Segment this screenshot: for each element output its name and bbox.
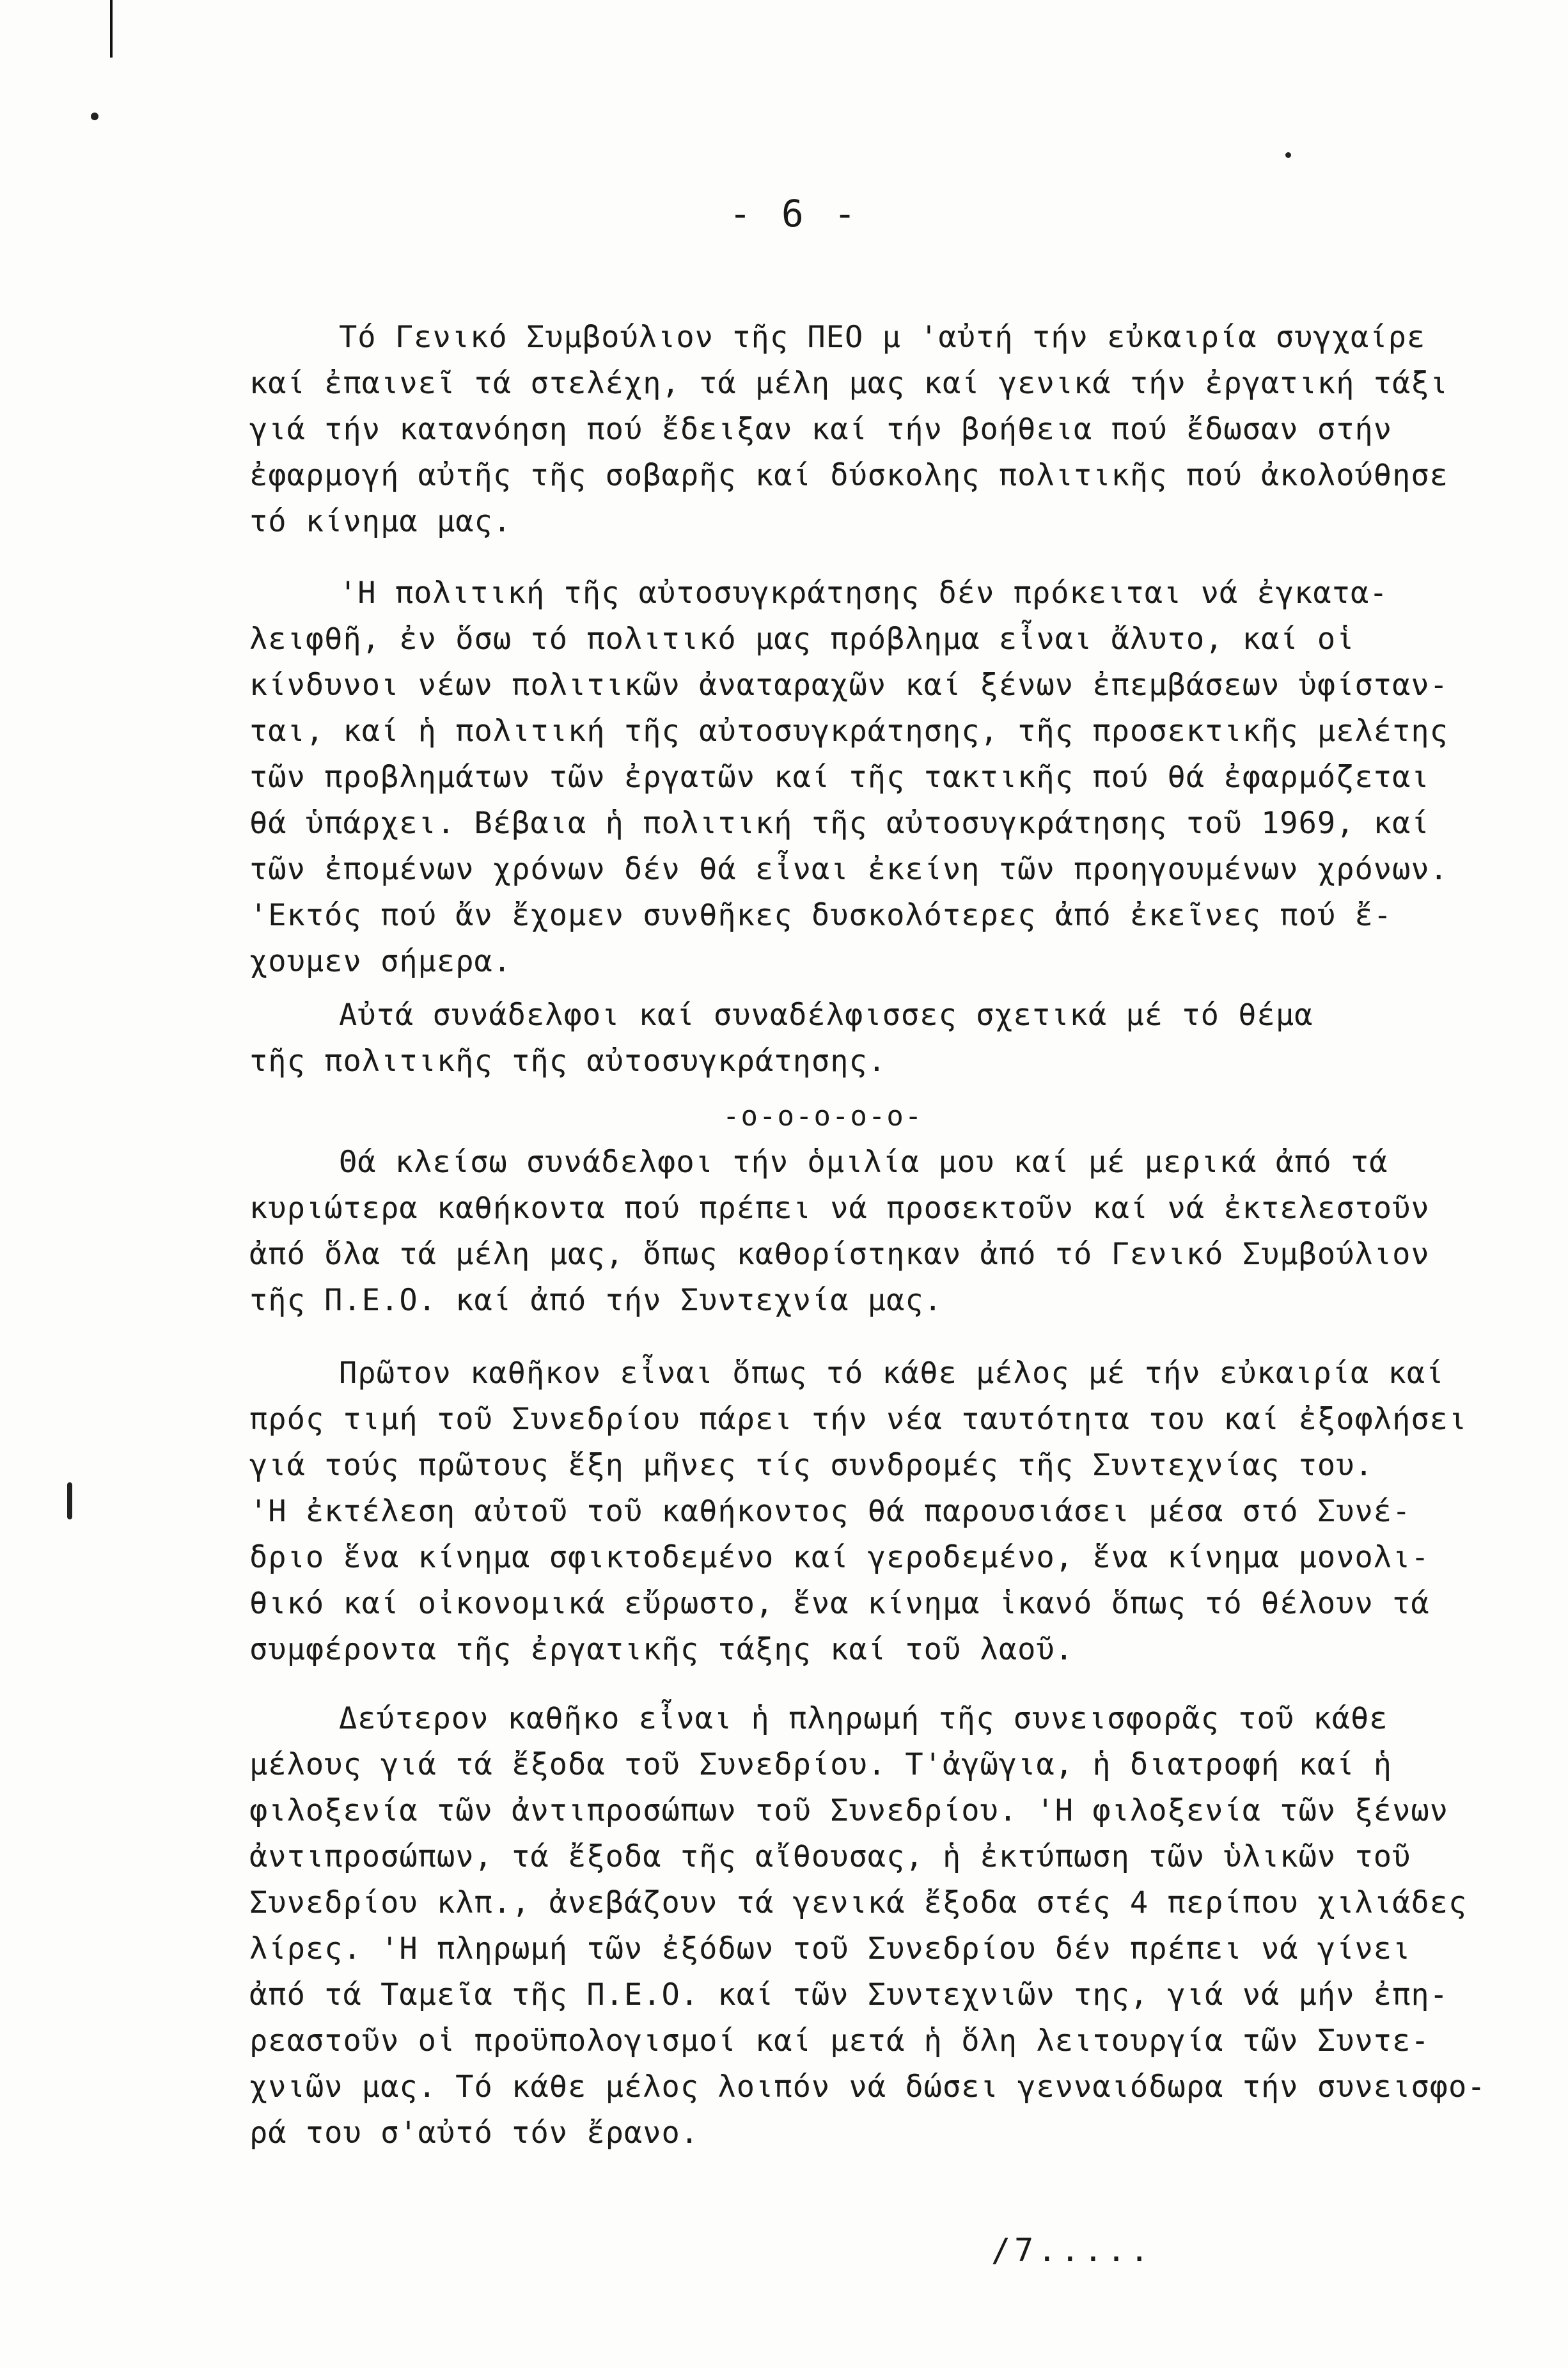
paragraph-4-line-4: τῆς Π.Ε.Ο. καί ἀπό τήν Συντεχνία μας.	[249, 1283, 943, 1318]
paragraph-5-line-6: θικό καί οἰκονομικά εὔρωστο, ἕνα κίνημα ἱκανό ὅπως τό θέλουν τά	[249, 1586, 1430, 1621]
paragraph-4-line-3: ἀπό ὅλα τά μέλη μας, ὅπως καθορίστηκαν ἀπό τό Γενικό Συμβούλιον	[249, 1237, 1430, 1272]
paragraph-2-line-7: τῶν ἐπομένων χρόνων δέν θά εἶναι ἐκείνη τῶν προηγουμένων χρόνων.	[249, 852, 1448, 887]
paragraph-4-line-1: Θά κλείσω συνάδελφοι τήν ὁμιλία μου καί μέ μερικά ἀπό τά	[339, 1145, 1388, 1180]
paragraph-2-line-3: κίνδυνοι νέων πολιτικῶν ἀναταραχῶν καί ξένων ἐπεμβάσεων ὑφίσταν-	[249, 668, 1448, 703]
paragraph-1-line-3: γιά τήν κατανόηση πού ἔδειξαν καί τήν βοήθεια πού ἔδωσαν στήν	[249, 412, 1393, 447]
paragraph-6-line-7: ἀπό τά Ταμεῖα τῆς Π.Ε.Ο. καί τῶν Συντεχνιῶν της, γιά νά μήν ἐπη-	[249, 1977, 1448, 2012]
scan-edge-mark	[110, 0, 113, 58]
paragraph-4-line-2: κυριώτερα καθήκοντα πού πρέπει νά προσεκτοῦν καί νά ἐκτελεστοῦν	[249, 1191, 1430, 1226]
paragraph-6-line-9: χνιῶν μας. Τό κάθε μέλος λοιπόν νά δώσει γενναιόδωρα τήν συνεισφο-	[249, 2069, 1486, 2105]
paragraph-2-line-6: θά ὑπάρχει. Βέβαια ἡ πολιτική τῆς αὐτοσυγκράτησης τοῦ 1969, καί	[249, 806, 1430, 841]
paragraph-5-line-3: γιά τούς πρῶτους ἕξη μῆνες τίς συνδρομές τῆς Συντεχνίας του.	[249, 1448, 1374, 1483]
page-number: - 6 -	[729, 192, 860, 235]
paragraph-6-line-4: ἀντιπροσώπων, τά ἔξοδα τῆς αἴθουσας, ἡ ἐκτύπωση τῶν ὑλικῶν τοῦ	[249, 1839, 1411, 1874]
paragraph-1-line-1: Τό Γενικό Συμβούλιον τῆς ΠΕΟ μ 'αὐτή τήν εὐκαιρία συγχαίρε	[339, 320, 1426, 355]
paragraph-3-line-2: τῆς πολιτικῆς τῆς αὐτοσυγκράτησης.	[249, 1044, 887, 1079]
paragraph-6-line-10: ρά του σ'αὐτό τόν ἔρανο.	[249, 2115, 700, 2151]
section-separator: -o-o-o-o-o-	[723, 1100, 923, 1133]
paragraph-5-line-4: 'Η ἐκτέλεση αὐτοῦ τοῦ καθήκοντος θά παρουσιάσει μέσα στό Συνέ-	[249, 1494, 1411, 1529]
scan-speck	[1285, 152, 1291, 158]
paragraph-1-line-2: καί ἐπαινεῖ τά στελέχη, τά μέλη μας καί γενικά τήν ἐργατική τάξι	[249, 366, 1448, 401]
paragraph-2-line-2: λειφθῆ, ἐν ὅσω τό πολιτικό μας πρόβλημα εἶναι ἄλυτο, καί οἱ	[249, 622, 1355, 657]
paragraph-6-line-5: Συνεδρίου κλπ., ἀνεβάζουν τά γενικά ἔξοδα στές 4 περίπου χιλιάδες	[249, 1885, 1468, 1920]
paragraph-5-line-5: δριο ἕνα κίνημα σφικτοδεμένο καί γεροδεμένο, ἕνα κίνημα μονολι-	[249, 1540, 1430, 1575]
paragraph-5-line-7: συμφέροντα τῆς ἐργατικῆς τάξης καί τοῦ λαοῦ.	[249, 1632, 1074, 1667]
paragraph-6-line-8: ρεαστοῦν οἱ προϋπολογισμοί καί μετά ἡ ὅλη λειτουργία τῶν Συντε-	[249, 2023, 1430, 2058]
continuation-marker: /7.....	[991, 2232, 1153, 2269]
paragraph-6-line-6: λίρες. 'Η πληρωμή τῶν ἐξόδων τοῦ Συνεδρίου δέν πρέπει νά γίνει	[249, 1931, 1411, 1966]
paragraph-1-line-4: ἐφαρμογή αὐτῆς τῆς σοβαρῆς καί δύσκολης πολιτικῆς πού ἀκολούθησε	[249, 458, 1448, 493]
paragraph-6-line-1: Δεύτερον καθῆκο εἶναι ἡ πληρωμή τῆς συνεισφορᾶς τοῦ κάθε	[339, 1701, 1388, 1736]
paragraph-6-line-3: φιλοξενία τῶν ἀντιπροσώπων τοῦ Συνεδρίου. 'Η φιλοξενία τῶν ξένων	[249, 1793, 1448, 1828]
paragraph-2-line-9: χουμεν σήμερα.	[249, 944, 512, 979]
paragraph-2-line-4: ται, καί ἡ πολιτική τῆς αὐτοσυγκράτησης, τῆς προσεκτικῆς μελέτης	[249, 714, 1448, 749]
paragraph-2-line-5: τῶν προβλημάτων τῶν ἐργατῶν καί τῆς τακτικῆς πού θά ἐφαρμόζεται	[249, 760, 1430, 795]
scan-speck	[67, 1482, 72, 1519]
scan-speck	[91, 113, 98, 120]
paragraph-3-line-1: Αὐτά συνάδελφοι καί συναδέλφισσες σχετικά μέ τό θέμα	[339, 998, 1313, 1033]
paragraph-2-line-8: 'Εκτός πού ἄν ἔχομεν συνθῆκες δυσκολότερες ἀπό ἐκεῖνες πού ἔ-	[249, 898, 1393, 933]
paragraph-1-line-5: τό κίνημα μας.	[249, 504, 512, 539]
paragraph-6-line-2: μέλους γιά τά ἔξοδα τοῦ Συνεδρίου. Τ'ἀγῶγια, ἡ διατροφή καί ἡ	[249, 1747, 1393, 1782]
paragraph-5-line-1: Πρῶτον καθῆκον εἶναι ὅπως τό κάθε μέλος μέ τήν εὐκαιρία καί	[339, 1356, 1445, 1391]
paragraph-2-line-1: 'Η πολιτική τῆς αὐτοσυγκράτησης δέν πρόκειται νά ἐγκατα-	[339, 576, 1388, 611]
paragraph-5-line-2: πρός τιμή τοῦ Συνεδρίου πάρει τήν νέα ταυτότητα του καί ἐξοφλήσει	[249, 1402, 1468, 1437]
